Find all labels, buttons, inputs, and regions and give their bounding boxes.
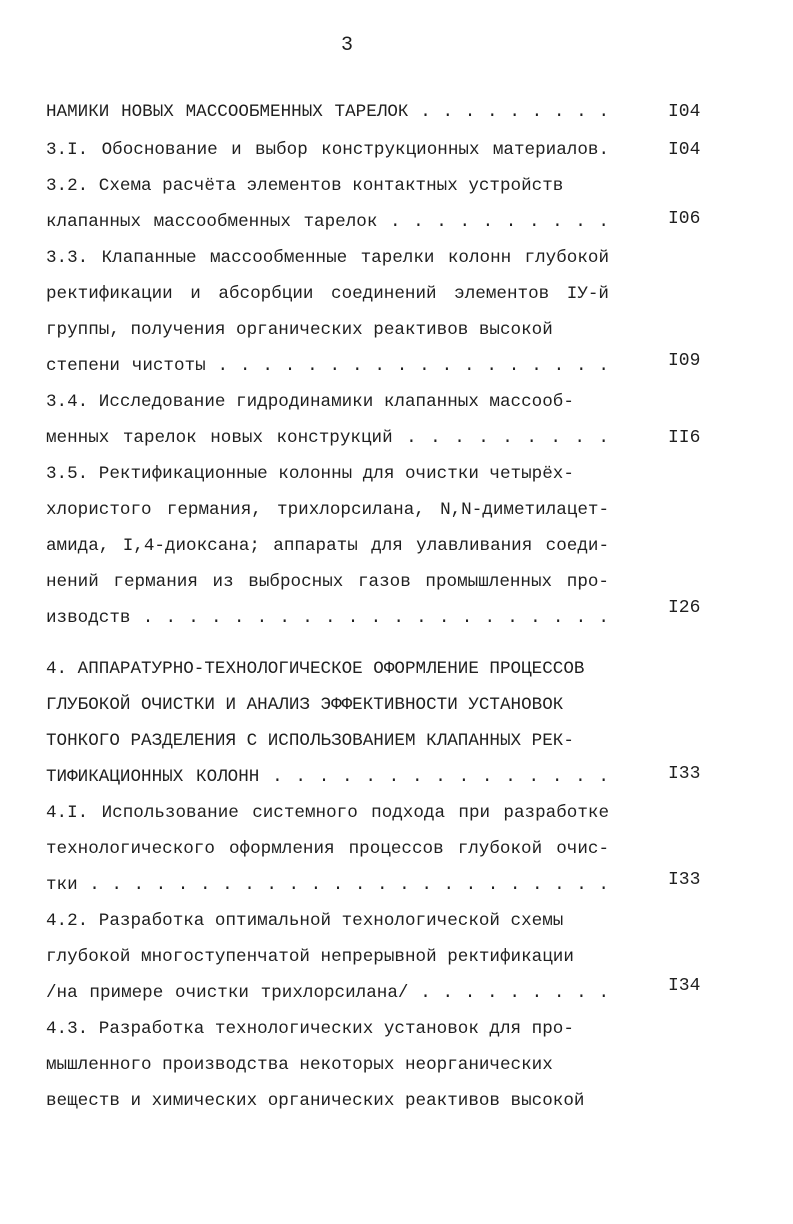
toc-line: веществ и химических органических реактивов высокой	[46, 1091, 585, 1111]
toc-line: ректификации и абсорбции соединений элементов IУ-й	[46, 284, 609, 304]
toc-line: 3.3. Клапанные массообменные тарелки колонн глубокой	[46, 248, 609, 268]
toc-page-ref: I04	[668, 140, 701, 160]
toc-line: хлористого германия, трихлорсилана, N,N-диметилацет-	[46, 500, 609, 520]
page-number: 3	[340, 34, 353, 57]
toc-line: глубокой многоступенчатой непрерывной ректификации	[46, 947, 574, 967]
toc-page-ref: II6	[668, 428, 701, 448]
toc-page-ref: I33	[668, 870, 701, 890]
toc-line: менных тарелок новых конструкций . . . . . . . . .	[46, 428, 609, 448]
toc-page-ref: I04	[668, 102, 701, 122]
toc-page-ref: I26	[668, 598, 701, 618]
toc-line: /на примере очистки трихлорсилана/ . . . . . . . . .	[46, 983, 609, 1003]
toc-line: нений германия из выбросных газов промышленных про-	[46, 572, 609, 592]
toc-line: НАМИКИ НОВЫХ МАССООБМЕННЫХ ТАРЕЛОК . . . . . . . . .	[46, 102, 609, 122]
toc-section-heading: ГЛУБОКОЙ ОЧИСТКИ И АНАЛИЗ ЭФФЕКТИВНОСТИ УСТАНОВОК	[46, 695, 564, 715]
toc-line: амида, I,4-диоксана; аппараты для улавливания соеди-	[46, 536, 609, 556]
toc-line: изводств . . . . . . . . . . . . . . . . . . . . .	[46, 608, 609, 628]
toc-page-ref: I09	[668, 351, 701, 371]
toc-line: 3.2. Схема расчёта элементов контактных устройств	[46, 176, 564, 196]
toc-line: 4.I. Использование системного подхода при разработке	[46, 803, 609, 823]
toc-line: клапанных массообменных тарелок . . . . . . . . . .	[46, 212, 609, 232]
toc-page-ref: I34	[668, 976, 701, 996]
toc-line: мышленного производства некоторых неорганических	[46, 1055, 553, 1075]
toc-line: 3.4. Исследование гидродинамики клапанных массооб-	[46, 392, 574, 412]
toc-line: группы, получения органических реактивов высокой	[46, 320, 553, 340]
toc-line: технологического оформления процессов глубокой очис-	[46, 839, 609, 859]
toc-page-ref: I06	[668, 209, 701, 229]
toc-line: тки . . . . . . . . . . . . . . . . . . . . . . . .	[46, 875, 609, 895]
toc-line: степени чистоты . . . . . . . . . . . . . . . . . .	[46, 356, 609, 376]
toc-line: 4.2. Разработка оптимальной технологической схемы	[46, 911, 564, 931]
toc-section-heading: ТОНКОГО РАЗДЕЛЕНИЯ С ИСПОЛЬЗОВАНИЕМ КЛАПАННЫХ РЕК-	[46, 731, 574, 751]
toc-line: 3.I. Обоснование и выбор конструкционных материалов.	[46, 140, 609, 160]
toc-line: 3.5. Ректификационные колонны для очистки четырёх-	[46, 464, 574, 484]
toc-page-ref: I33	[668, 764, 701, 784]
toc-line: 4.3. Разработка технологических установок для про-	[46, 1019, 574, 1039]
toc-section-heading: 4. АППАРАТУРНО-ТЕХНОЛОГИЧЕСКОЕ ОФОРМЛЕНИЕ ПРОЦЕССОВ	[46, 659, 585, 679]
toc-section-heading: ТИФИКАЦИОННЫХ КОЛОНН . . . . . . . . . . . . . . .	[46, 767, 609, 787]
